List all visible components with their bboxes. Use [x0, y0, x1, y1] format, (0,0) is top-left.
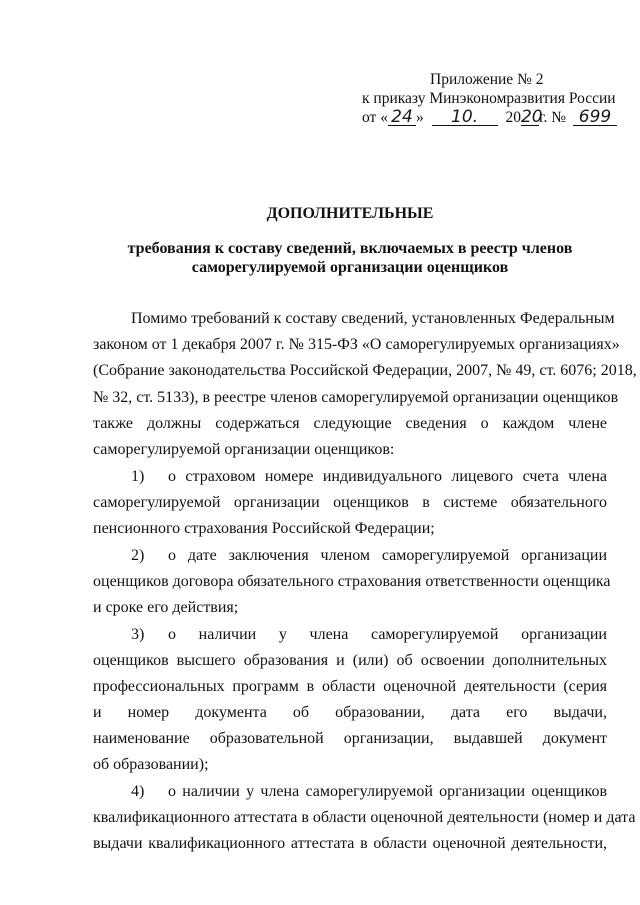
subtitle-line-1: требования к составу сведений, включаемых в реестр членов: [127, 240, 573, 257]
item-1-line-1: о страховом номере индивидуального лицевого счета члена: [168, 468, 607, 485]
item-1-line-3: пенсионного страхования Российской Федерации;: [93, 520, 435, 537]
item-1-number: 1): [131, 468, 145, 485]
item-2-number: 2): [131, 547, 145, 564]
item-1-line-2: саморегулируемой организации оценщиков в системе обязательного: [93, 494, 607, 511]
intro-line-3: (Собрание законодательства Российской Федерации, 2007, № 49, ст. 6076; 2018,: [93, 362, 637, 379]
item-3-line-5: наименование образовательной организации, выдавшей документ: [93, 730, 607, 747]
intro-line-4: № 32, ст. 5133), в реестре членов саморегулируемой организации оценщиков: [93, 389, 619, 406]
item-3-line-4: и номер документа об образовании, дата его выдачи,: [93, 704, 607, 721]
item-4-line-1: о наличии у члена саморегулируемой организации оценщиков: [168, 783, 607, 800]
item-3-line-6: об образовании);: [93, 756, 209, 773]
intro-line-5: также должны содержаться следующие сведения о каждом члене: [93, 415, 607, 432]
intro-line-2: законом от 1 декабря 2007 г. № 315-ФЗ «О саморегулируемых организациях»: [93, 336, 620, 353]
date-day: 24: [388, 109, 416, 126]
date-month: 10.: [432, 109, 498, 126]
order-number: 699: [573, 109, 617, 126]
item-3-number: 3): [131, 626, 145, 643]
item-3-line-1: о наличии у члена саморегулируемой организации: [168, 626, 607, 643]
intro-line-6: саморегулируемой организации оценщиков:: [93, 441, 395, 458]
subtitle-line-2: саморегулируемой организации оценщиков: [191, 259, 509, 276]
item-3-line-3: профессиональных программ в области оценочной деятельности (серия: [93, 678, 607, 695]
date-mid: »: [415, 109, 424, 126]
year-suffix: г. №: [538, 109, 567, 126]
item-2-line-3: и сроке его действия;: [93, 599, 239, 616]
item-4-number: 4): [131, 783, 145, 800]
date-prefix: от «: [362, 109, 388, 126]
date-year: 20: [520, 107, 543, 127]
item-4-line-3: выдачи квалификационного аттестата в области оценочной деятельности,: [93, 835, 607, 852]
item-2-line-2: оценщиков договора обязательного страхования ответственности оценщика: [93, 573, 611, 590]
item-4-line-2: квалификационного аттестата в области оценочной деятельности (номер и дата: [93, 809, 636, 826]
appendix-label: Приложение № 2: [430, 71, 544, 88]
item-2-line-1: о дате заключения членом саморегулируемой организации: [168, 547, 607, 564]
item-3-line-2: оценщиков высшего образования и (или) об освоении дополнительных: [93, 652, 607, 669]
year-prefix: 20: [505, 109, 521, 126]
intro-line-1: Помимо требований к составу сведений, установленных Федеральным: [131, 310, 615, 327]
document-title: ДОПОЛНИТЕЛЬНЫЕ: [266, 205, 434, 222]
order-date-line: [362, 109, 617, 127]
order-reference: к приказу Минэкономразвития России: [362, 90, 616, 107]
